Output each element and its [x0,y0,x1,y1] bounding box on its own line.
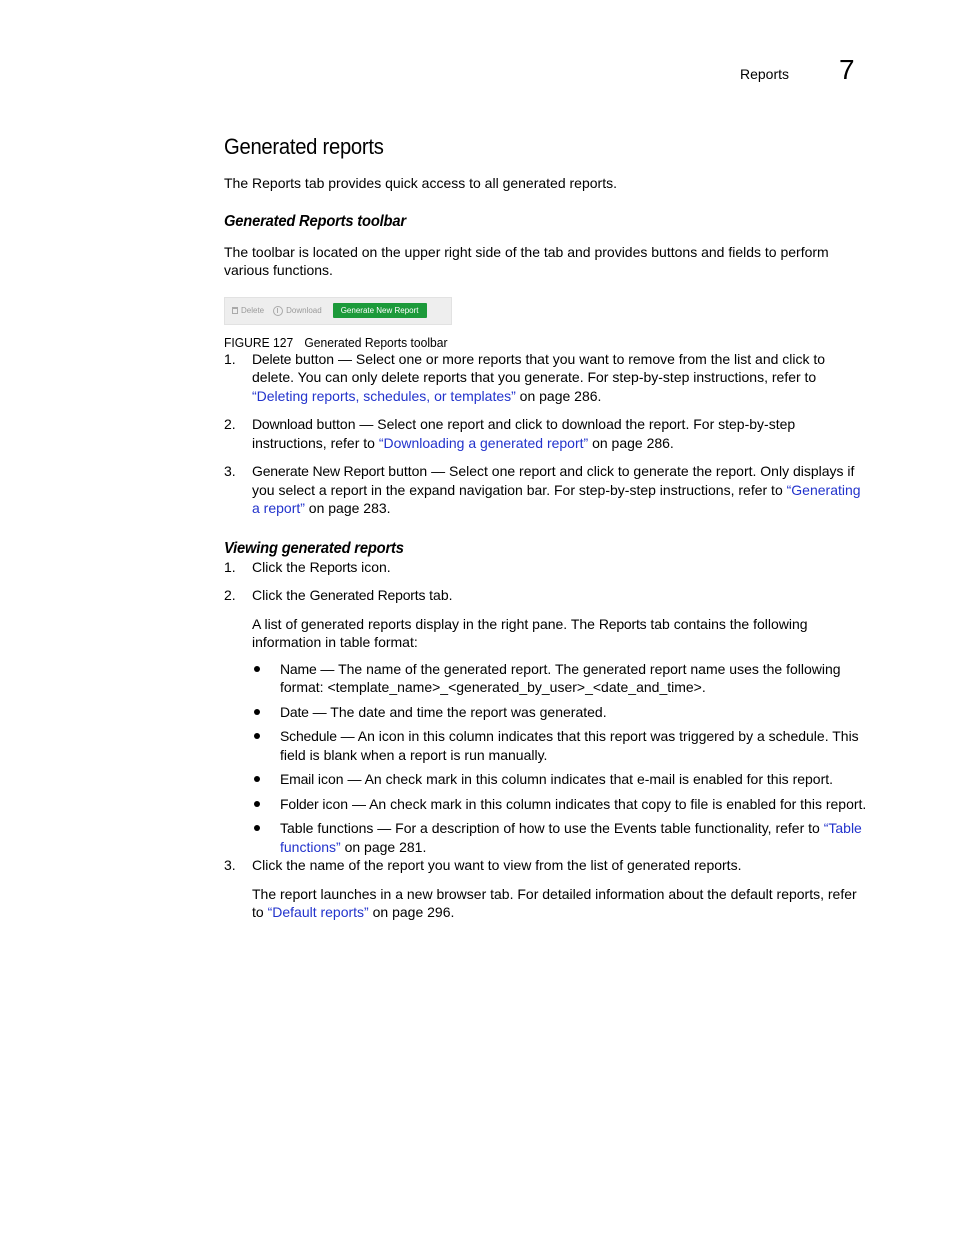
intro-paragraph: The Reports tab provides quick access to all generated reports. [224,175,617,191]
link-deleting-reports[interactable]: “Deleting reports, schedules, or templates” [252,387,516,404]
step3-paragraph: The report launches in a new browser tab. For detailed information about the default reports, refer to “Default reports” on page 296. [252,885,857,920]
list-item: Table functions — For a description of how to use the Events table functionality, refer to “Table functions” on page 281. [280,819,870,856]
list-item: Name — The name of the generated report. The generated report name uses the following format: <template_name>_<generated_by_user>_<date_and_time>. [280,660,870,697]
toolbar-button-list [224,350,870,518]
trash-icon [232,307,238,314]
list-item: 2. Download button — Select one report and click to download the report. For step-by-step instructions, refer to “Downloading a generated report” on page 286. [224,416,796,451]
term-download: Download [252,416,313,432]
toolbar-figure [224,297,452,325]
delete-label: Delete [241,306,265,315]
list-item: Email icon — An check mark in this column indicates that e-mail is enabled for this report. [280,770,870,789]
viewing-heading: Viewing generated reports [224,539,404,557]
figure-caption [224,335,825,350]
list-item: 1. Click the Reports icon. [224,558,391,575]
term-generate-new-report: Generate New Report [252,463,385,479]
figure-title: Generated Reports toolbar [304,334,448,350]
figure-number: FIGURE 127 [224,334,294,350]
generate-new-report-button[interactable]: Generate New Report [333,303,427,318]
list-item: Date — The date and time the report was generated. [280,703,870,722]
list-item: Schedule — An icon in this column indicates that this report was triggered by a schedule. This field is blank when a report is run manually. [280,727,870,764]
running-header-section: Reports [740,66,790,82]
page-title: Generated reports [224,134,384,159]
delete-button[interactable] [232,306,264,315]
link-default-reports[interactable]: “Default reports” [267,904,369,920]
toolbar-description: The toolbar is located on the upper right side of the tab and provides buttons and fields to perform various functions. [224,243,829,278]
download-label: Download [286,306,322,315]
toolbar-heading: Generated Reports toolbar [224,212,406,230]
link-table-functions[interactable]: “Table functions” [280,820,862,855]
viewing-step3-list [224,856,870,875]
term-reports: Reports [309,558,358,575]
step2-paragraph: A list of generated reports display in the right pane. The Reports tab contains the following information in table format: [252,615,808,650]
column-bullet-list [224,660,870,857]
list-item: 1. Delete button — Select one or more reports that you want to remove from the list and click to delete. You can only delete reports that you generate. For step-by-step instructions, refer to “Deleting reports, schedules, or templates” on page 286. [224,350,826,404]
term-delete: Delete [252,350,292,367]
link-downloading-report[interactable]: “Downloading a generated report” [378,434,589,451]
list-item: Folder icon — An check mark in this column indicates that copy to file is enabled for this report. [280,795,870,814]
download-icon [273,306,283,316]
term-generated-reports: Generated Reports [309,587,426,603]
page-content [224,130,870,922]
list-item: 3. Click the name of the report you want to view from the list of generated reports. [224,857,742,873]
link-generating-report[interactable]: “Generating a report” [252,481,861,516]
list-item: 2. Click the Generated Reports tab. [224,587,453,603]
chapter-number: 7 [839,54,855,85]
download-button[interactable] [273,306,322,316]
list-item: 3. Generate New Report button — Select one report and click to generate the report. Only displays if you select a report in the expand navigation bar. For step-by-step instructions, refer to “Generating a report” on page 283. [224,463,861,516]
viewing-steps-list [224,558,870,605]
